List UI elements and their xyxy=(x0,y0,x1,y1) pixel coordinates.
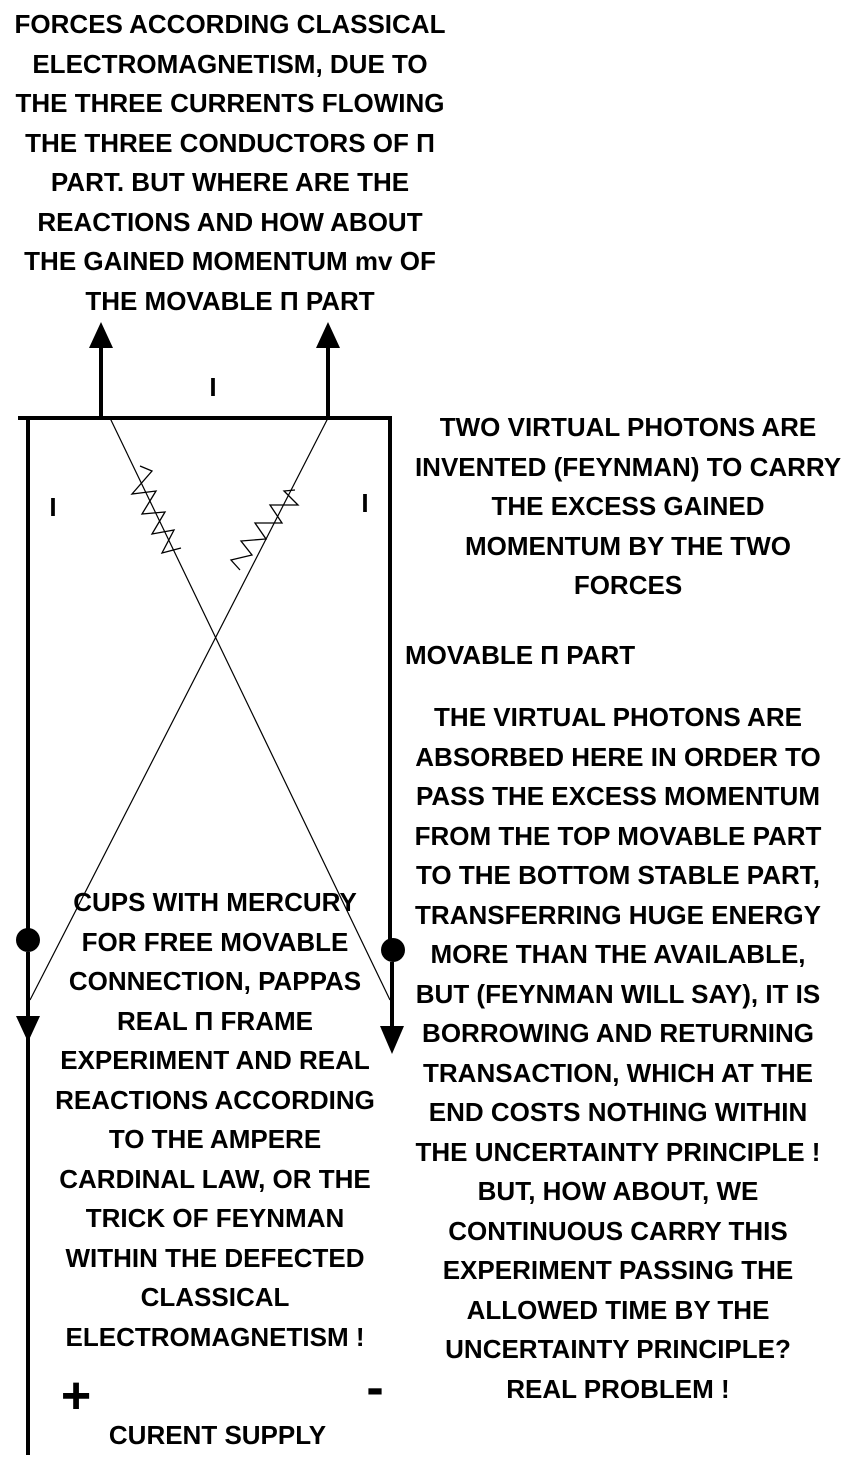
virtual-photons-annotation: TWO VIRTUAL PHOTONS ARE INVENTED (FEYNMAN) TO CARRY THE EXCESS GAINED MOMENTUM BY THE TWO FORCES xyxy=(414,412,842,600)
current-label-top: I xyxy=(209,372,217,402)
mercury-cups-annotation: CUPS WITH MERCURY FOR FREE MOVABLE CONNECTION, PAPPAS REAL Π FRAME EXPERIMENT AND REAL REACTIONS ACCORDING TO THE AMPERE CARDINAL LAW, OR THE TRICK OF FEYNMAN WITHIN THE DEFECTED CLASSICAL ELECTROMAGNETISM ! xyxy=(55,887,375,1352)
force-arrow-right-head xyxy=(316,322,340,348)
movable-part-label: MOVABLE Π PART xyxy=(405,640,636,670)
current-supply-label: CURENT SUPPLY xyxy=(108,1420,327,1450)
mercury-cup-left xyxy=(16,928,40,952)
current-label-left: I xyxy=(49,492,57,522)
force-arrow-left-head xyxy=(89,322,113,348)
negative-terminal-sign: - xyxy=(366,1359,384,1417)
virtual-photon-zigzag-right xyxy=(231,490,298,570)
current-label-right: I xyxy=(361,488,369,518)
current-arrow-left-down xyxy=(16,1016,40,1042)
diagram-title: FORCES ACCORDING CLASSICAL ELECTROMAGNETISM, DUE TO THE THREE CURRENTS FLOWING THE THREE CONDUCTORS OF Π PART. BUT WHERE ARE THE REACTIONS AND HOW ABOUT THE GAINED MOMENTUM mv OF THE MOVABLE Π PART xyxy=(14,9,446,316)
positive-terminal-sign: + xyxy=(60,1367,92,1425)
absorption-annotation: THE VIRTUAL PHOTONS ARE ABSORBED HERE IN ORDER TO PASS THE EXCESS MOMENTUM FROM THE TOP MOVABLE PART TO THE BOTTOM STABLE PART, TRANSFERRING HUGE ENERGY MORE THAN THE AVAILABLE, BUT (FEYNMAN WILL SAY), IT IS BORROWING AND RETURNING TRANSACTION, WHICH AT THE END COSTS NOTHING WITHIN THE UNCERTAINTY PRINCIPLE ! BUT, HOW ABOUT, WE CONTINUOUS CARRY THIS EXPERIMENT PASSING THE ALLOWED TIME BY THE UNCERTAINTY PRINCIPLE? REAL PROBLEM ! xyxy=(414,702,822,1404)
